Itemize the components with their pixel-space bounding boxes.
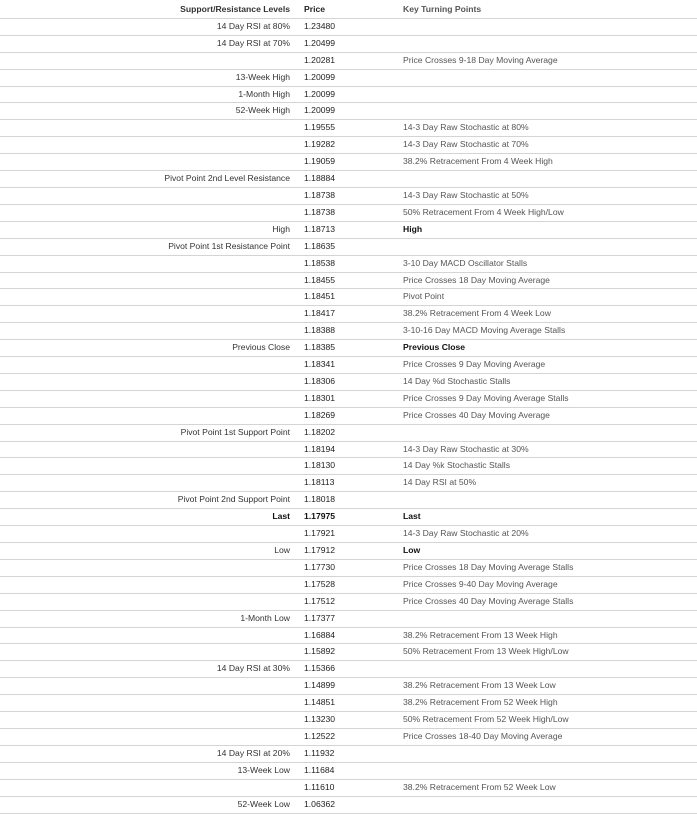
key-turning-point-cell: Price Crosses 9 Day Moving Average Stalls: [374, 390, 697, 407]
level-cell: 14 Day RSI at 80%: [0, 18, 298, 35]
key-turning-point-cell: [374, 238, 697, 255]
key-turning-point-cell: 38.2% Retracement From 52 Week Low: [374, 779, 697, 796]
table-row: [0, 745, 697, 762]
key-turning-point-cell: 14 Day %d Stochastic Stalls: [374, 373, 697, 390]
table-row: [0, 526, 697, 543]
level-cell: [0, 306, 298, 323]
table-row: [0, 627, 697, 644]
table-row: [0, 323, 697, 340]
table-row: [0, 340, 697, 357]
price-cell: 1.14899: [298, 678, 374, 695]
key-turning-point-cell: [374, 762, 697, 779]
price-cell: 1.18301: [298, 390, 374, 407]
level-cell: [0, 187, 298, 204]
level-cell: High: [0, 221, 298, 238]
level-cell: 13-Week Low: [0, 762, 298, 779]
table-row: [0, 187, 697, 204]
key-turning-point-cell: 38.2% Retracement From 13 Week Low: [374, 678, 697, 695]
level-cell: [0, 289, 298, 306]
price-cell: 1.18451: [298, 289, 374, 306]
table-row: [0, 154, 697, 171]
table-row: [0, 86, 697, 103]
table-row: [0, 543, 697, 560]
level-cell: [0, 593, 298, 610]
price-cell: 1.18113: [298, 475, 374, 492]
key-turning-point-cell: 14-3 Day Raw Stochastic at 30%: [374, 441, 697, 458]
key-turning-point-cell: Price Crosses 18-40 Day Moving Average: [374, 728, 697, 745]
key-turning-point-cell: [374, 424, 697, 441]
table-row: [0, 593, 697, 610]
key-turning-point-cell: [374, 661, 697, 678]
key-turning-point-cell: Price Crosses 9 Day Moving Average: [374, 357, 697, 374]
key-turning-point-cell: 38.2% Retracement From 52 Week High: [374, 695, 697, 712]
table-row: [0, 35, 697, 52]
price-cell: 1.18269: [298, 407, 374, 424]
level-cell: 52-Week Low: [0, 796, 298, 813]
level-cell: Pivot Point 1st Resistance Point: [0, 238, 298, 255]
key-turning-point-cell: Previous Close: [374, 340, 697, 357]
table-row: [0, 120, 697, 137]
table-row: [0, 221, 697, 238]
table-row: [0, 52, 697, 69]
level-cell: [0, 779, 298, 796]
price-cell: 1.17730: [298, 559, 374, 576]
level-cell: [0, 458, 298, 475]
table-row: [0, 695, 697, 712]
price-cell: 1.15892: [298, 644, 374, 661]
key-turning-point-cell: [374, 86, 697, 103]
key-turning-point-cell: [374, 18, 697, 35]
level-cell: [0, 627, 298, 644]
table-row: [0, 137, 697, 154]
price-cell: 1.20099: [298, 103, 374, 120]
table-row: [0, 509, 697, 526]
level-cell: 13-Week High: [0, 69, 298, 86]
level-cell: Previous Close: [0, 340, 298, 357]
table-row: [0, 661, 697, 678]
table-row: [0, 306, 697, 323]
table-row: [0, 238, 697, 255]
price-cell: 1.18417: [298, 306, 374, 323]
level-cell: [0, 323, 298, 340]
level-cell: 1-Month High: [0, 86, 298, 103]
table-row: [0, 475, 697, 492]
level-cell: [0, 120, 298, 137]
level-cell: [0, 272, 298, 289]
level-cell: [0, 357, 298, 374]
key-turning-point-cell: [374, 35, 697, 52]
price-cell: 1.17377: [298, 610, 374, 627]
key-turning-point-cell: [374, 69, 697, 86]
price-cell: 1.20281: [298, 52, 374, 69]
level-cell: [0, 678, 298, 695]
header-key-turning-points: Key Turning Points: [374, 2, 697, 18]
price-cell: 1.18202: [298, 424, 374, 441]
price-cell: 1.11684: [298, 762, 374, 779]
level-cell: Low: [0, 543, 298, 560]
level-cell: [0, 576, 298, 593]
price-cell: 1.11932: [298, 745, 374, 762]
key-turning-point-cell: Last: [374, 509, 697, 526]
level-cell: [0, 255, 298, 272]
table-row: [0, 678, 697, 695]
key-turning-point-cell: 3-10-16 Day MACD Moving Average Stalls: [374, 323, 697, 340]
price-cell: 1.18713: [298, 221, 374, 238]
price-cell: 1.19059: [298, 154, 374, 171]
level-cell: [0, 526, 298, 543]
price-cell: 1.18538: [298, 255, 374, 272]
table-row: [0, 728, 697, 745]
price-cell: 1.18884: [298, 171, 374, 188]
price-cell: 1.17512: [298, 593, 374, 610]
price-cell: 1.18130: [298, 458, 374, 475]
key-turning-point-cell: [374, 103, 697, 120]
table-row: [0, 171, 697, 188]
price-cell: 1.06362: [298, 796, 374, 813]
price-cell: 1.19282: [298, 137, 374, 154]
table-row: [0, 610, 697, 627]
price-cell: 1.18388: [298, 323, 374, 340]
price-cell: 1.15366: [298, 661, 374, 678]
table-row: [0, 204, 697, 221]
key-turning-point-cell: Price Crosses 18 Day Moving Average: [374, 272, 697, 289]
key-turning-point-cell: High: [374, 221, 697, 238]
price-cell: 1.17921: [298, 526, 374, 543]
price-cell: 1.14851: [298, 695, 374, 712]
level-cell: [0, 695, 298, 712]
key-turning-point-cell: [374, 492, 697, 509]
table-row: [0, 779, 697, 796]
price-cell: 1.18738: [298, 204, 374, 221]
key-turning-point-cell: [374, 796, 697, 813]
level-cell: [0, 728, 298, 745]
key-turning-point-cell: Price Crosses 9-18 Day Moving Average: [374, 52, 697, 69]
table-row: [0, 255, 697, 272]
key-turning-point-cell: 14-3 Day Raw Stochastic at 20%: [374, 526, 697, 543]
price-cell: 1.23480: [298, 18, 374, 35]
price-cell: 1.18018: [298, 492, 374, 509]
level-cell: 1-Month Low: [0, 610, 298, 627]
key-turning-point-cell: Price Crosses 18 Day Moving Average Stalls: [374, 559, 697, 576]
price-cell: 1.18194: [298, 441, 374, 458]
table-row: [0, 357, 697, 374]
key-turning-point-cell: 14 Day RSI at 50%: [374, 475, 697, 492]
price-cell: 1.11610: [298, 779, 374, 796]
level-cell: [0, 559, 298, 576]
key-turning-point-cell: 50% Retracement From 52 Week High/Low: [374, 712, 697, 729]
key-turning-point-cell: Price Crosses 9-40 Day Moving Average: [374, 576, 697, 593]
level-cell: 14 Day RSI at 70%: [0, 35, 298, 52]
support-resistance-table: [0, 2, 697, 814]
table-row: [0, 103, 697, 120]
level-cell: [0, 441, 298, 458]
level-cell: [0, 390, 298, 407]
level-cell: [0, 52, 298, 69]
price-cell: 1.18341: [298, 357, 374, 374]
key-turning-point-cell: 14-3 Day Raw Stochastic at 80%: [374, 120, 697, 137]
price-cell: 1.12522: [298, 728, 374, 745]
level-cell: [0, 154, 298, 171]
key-turning-point-cell: Low: [374, 543, 697, 560]
level-cell: [0, 407, 298, 424]
key-turning-point-cell: 14-3 Day Raw Stochastic at 70%: [374, 137, 697, 154]
table-body: [0, 18, 697, 813]
table-row: [0, 373, 697, 390]
key-turning-point-cell: [374, 171, 697, 188]
key-turning-point-cell: 50% Retracement From 13 Week High/Low: [374, 644, 697, 661]
level-cell: Pivot Point 1st Support Point: [0, 424, 298, 441]
price-cell: 1.17975: [298, 509, 374, 526]
key-turning-point-cell: 38.2% Retracement From 13 Week High: [374, 627, 697, 644]
price-cell: 1.18455: [298, 272, 374, 289]
level-cell: 14 Day RSI at 30%: [0, 661, 298, 678]
price-cell: 1.18738: [298, 187, 374, 204]
table-row: [0, 69, 697, 86]
price-cell: 1.18385: [298, 340, 374, 357]
level-cell: [0, 475, 298, 492]
price-cell: 1.17912: [298, 543, 374, 560]
table-header-row: [0, 2, 697, 18]
table-row: [0, 559, 697, 576]
key-turning-point-cell: 3-10 Day MACD Oscillator Stalls: [374, 255, 697, 272]
table-row: [0, 272, 697, 289]
level-cell: [0, 712, 298, 729]
level-cell: Pivot Point 2nd Level Resistance: [0, 171, 298, 188]
table-row: [0, 289, 697, 306]
level-cell: 52-Week High: [0, 103, 298, 120]
table-row: [0, 762, 697, 779]
table-row: [0, 18, 697, 35]
price-cell: 1.20099: [298, 69, 374, 86]
table-row: [0, 712, 697, 729]
price-cell: 1.18635: [298, 238, 374, 255]
level-cell: Pivot Point 2nd Support Point: [0, 492, 298, 509]
level-cell: [0, 373, 298, 390]
price-cell: 1.13230: [298, 712, 374, 729]
level-cell: Last: [0, 509, 298, 526]
table-row: [0, 796, 697, 813]
price-cell: 1.17528: [298, 576, 374, 593]
level-cell: [0, 644, 298, 661]
table-row: [0, 441, 697, 458]
key-turning-point-cell: Price Crosses 40 Day Moving Average: [374, 407, 697, 424]
key-turning-point-cell: [374, 745, 697, 762]
key-turning-point-cell: Pivot Point: [374, 289, 697, 306]
key-turning-point-cell: 14-3 Day Raw Stochastic at 50%: [374, 187, 697, 204]
table-row: [0, 492, 697, 509]
price-cell: 1.18306: [298, 373, 374, 390]
key-turning-point-cell: [374, 610, 697, 627]
price-cell: 1.16884: [298, 627, 374, 644]
table-row: [0, 458, 697, 475]
table-row: [0, 644, 697, 661]
table-row: [0, 424, 697, 441]
key-turning-point-cell: 38.2% Retracement From 4 Week Low: [374, 306, 697, 323]
header-price: Price: [298, 2, 374, 18]
level-cell: [0, 137, 298, 154]
price-cell: 1.20499: [298, 35, 374, 52]
table-row: [0, 576, 697, 593]
level-cell: 14 Day RSI at 20%: [0, 745, 298, 762]
table-row: [0, 390, 697, 407]
key-turning-point-cell: Price Crosses 40 Day Moving Average Stalls: [374, 593, 697, 610]
key-turning-point-cell: 38.2% Retracement From 4 Week High: [374, 154, 697, 171]
price-cell: 1.20099: [298, 86, 374, 103]
key-turning-point-cell: 50% Retracement From 4 Week High/Low: [374, 204, 697, 221]
table-row: [0, 407, 697, 424]
header-support-resistance: Support/Resistance Levels: [0, 2, 298, 18]
level-cell: [0, 204, 298, 221]
key-turning-point-cell: 14 Day %k Stochastic Stalls: [374, 458, 697, 475]
price-cell: 1.19555: [298, 120, 374, 137]
